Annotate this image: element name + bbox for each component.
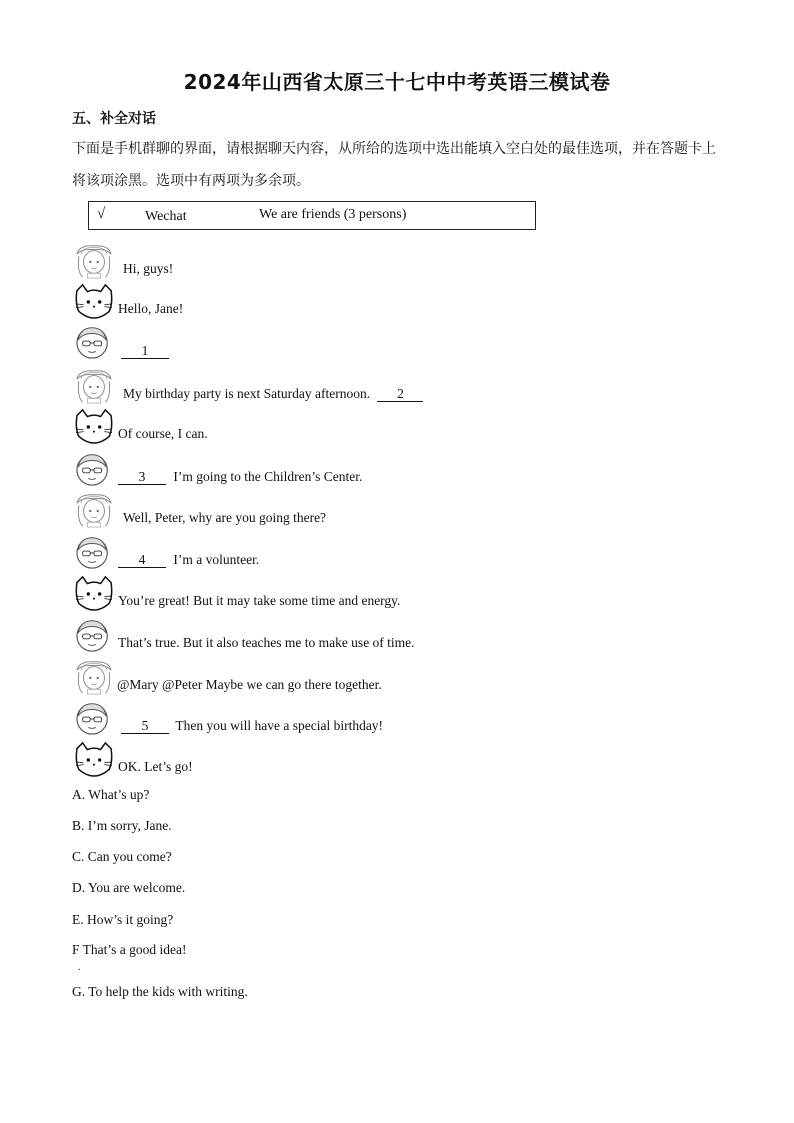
boy-avatar-icon (72, 617, 116, 653)
chat-message: Of course, I can. (118, 426, 208, 441)
answer-blank[interactable]: 2 (377, 387, 423, 402)
chat-message: Well, Peter, why are you going there? (123, 510, 327, 525)
chat-message: OK. Let’s go! (118, 759, 193, 774)
cat-avatar-icon (72, 741, 116, 777)
boy-avatar-icon (72, 700, 116, 736)
chat-header-box (88, 201, 536, 230)
cat-avatar-icon (72, 408, 116, 444)
chat-row (72, 368, 722, 408)
answer-blank[interactable]: 4 (118, 553, 166, 568)
cat-avatar-icon (72, 575, 116, 611)
girl-avatar-icon (72, 243, 116, 279)
chat-row (72, 575, 722, 615)
chat-row (72, 617, 722, 657)
girl-avatar-icon (72, 659, 116, 695)
answer-blank[interactable]: 5 (121, 719, 169, 734)
cat-avatar-icon (72, 283, 116, 319)
chat-message: That’s true. But it also teaches me to make use of time. (118, 635, 415, 650)
chat-row (72, 700, 722, 740)
chat-row (72, 659, 722, 699)
chat-row (72, 283, 722, 323)
chat-row (72, 492, 722, 532)
chat-message (118, 552, 259, 568)
chat-message: You’re great! But it may take some time and energy. (118, 593, 401, 608)
answer-blank[interactable]: 3 (118, 470, 166, 485)
message-text: Then you will have a special birthday! (175, 718, 384, 733)
option-b[interactable]: B. I’m sorry, Jane. (72, 818, 172, 833)
girl-avatar-icon (72, 492, 116, 528)
instruction-line-2: 将该项涂黑。选项中有两项为多余项。 (72, 173, 310, 189)
check-mark: √ (97, 206, 106, 222)
answer-blank[interactable]: 1 (121, 344, 169, 359)
chat-message (121, 343, 169, 359)
chat-row (72, 534, 722, 574)
app-name: Wechat (145, 209, 187, 224)
page-title: 2024年山西省太原三十七中中考英语三模试卷 (183, 70, 611, 94)
message-text: My birthday party is next Saturday afternoon. (123, 386, 371, 401)
chat-row (72, 741, 722, 781)
chat-message (121, 718, 383, 734)
message-text: I’m going to the Children’s Center. (173, 469, 363, 484)
stray-dot: . (78, 962, 81, 973)
group-name: We are friends (3 persons) (259, 207, 407, 222)
option-g[interactable]: G. To help the kids with writing. (72, 984, 248, 999)
instruction-line-1: 下面是手机群聊的界面，请根据聊天内容，从所给的选项中选出能填入空白处的最佳选项，并在答题卡上 (72, 141, 716, 157)
option-a[interactable]: A. What’s up? (72, 787, 150, 802)
chat-message (123, 386, 423, 402)
chat-row (72, 408, 722, 448)
section-heading: 五、补全对话 (72, 111, 156, 127)
option-f[interactable]: F That’s a good idea! (72, 942, 187, 957)
chat-row (72, 243, 722, 283)
option-d[interactable]: D. You are welcome. (72, 880, 186, 895)
boy-avatar-icon (72, 534, 116, 570)
option-c[interactable]: C. Can you come? (72, 849, 172, 864)
chat-message: Hello, Jane! (118, 301, 184, 316)
boy-avatar-icon (72, 324, 116, 360)
chat-message (118, 469, 362, 485)
chat-row (72, 324, 722, 364)
chat-message: Hi, guys! (123, 261, 174, 276)
chat-message: @Mary @Peter Maybe we can go there together. (117, 677, 382, 692)
chat-row (72, 451, 722, 491)
boy-avatar-icon (72, 451, 116, 487)
girl-avatar-icon (72, 368, 116, 404)
option-e[interactable]: E. How’s it going? (72, 912, 174, 927)
message-text: I’m a volunteer. (173, 552, 260, 567)
